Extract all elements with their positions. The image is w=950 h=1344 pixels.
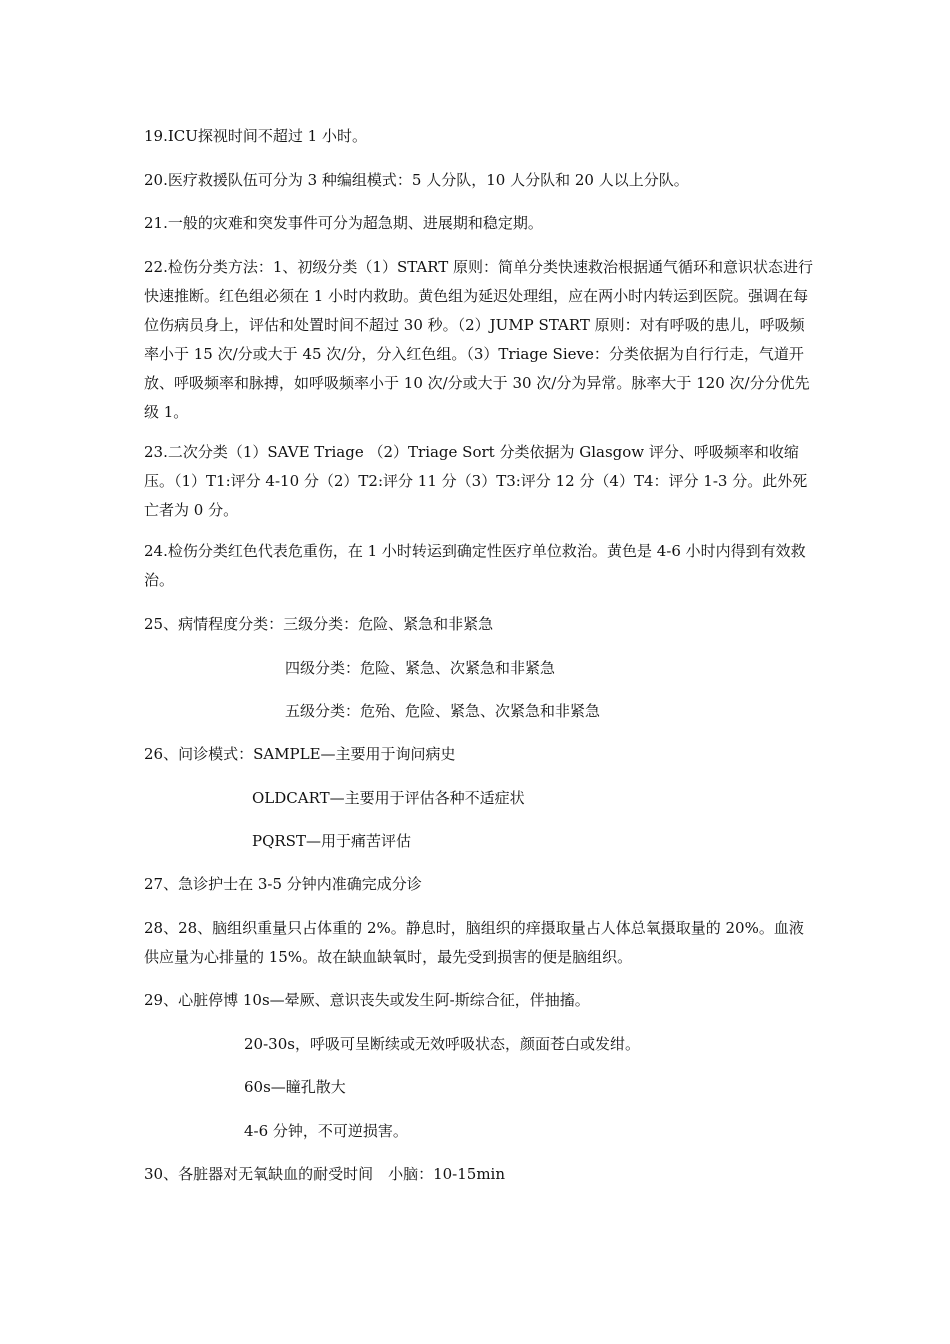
paragraph-27: 27、急诊护士在 3-5 分钟内准确完成分诊 (144, 875, 422, 893)
paragraph-29-60s: 60s—瞳孔散大 (244, 1078, 346, 1096)
paragraph-26-oldcart: OLDCART—主要用于评估各种不适症状 (252, 789, 525, 807)
paragraph-29-20s: 20-30s，呼吸可呈断续或无效呼吸状态，颜面苍白或发绀。 (244, 1035, 640, 1053)
paragraph-24: 24.检伤分类红色代表危重伤，在 1 小时转运到确定性医疗单位救治。黄色是 4-6 小时内得到有效救治。 (144, 542, 806, 589)
paragraph-21: 21.一般的灾难和突发事件可分为超急期、进展期和稳定期。 (144, 214, 543, 232)
paragraph-25: 25、病情程度分类：三级分类：危险、紧急和非紧急 (144, 615, 494, 633)
paragraph-25-level4: 四级分类：危险、紧急、次紧急和非紧急 (285, 659, 556, 677)
paragraph-20: 20.医疗救援队伍可分为 3 种编组模式：5 人分队，10 人分队和 20 人以上分队。 (144, 171, 689, 189)
paragraph-30: 30、各脏器对无氧缺血的耐受时间 小脑：10-15min (144, 1165, 506, 1183)
paragraph-19: 19.ICU探视时间不超过 1 小时。 (144, 127, 367, 145)
paragraph-23: 23.二次分类（1）SAVE Triage （2）Triage Sort 分类依据为 Glasgow 评分、呼吸频率和收缩压。（1）T1:评分 4-10 分（2）T2:评分 11 分（3）T3:评分 12 分（4）T4：评分 1-3 分。此外死亡者为 0 分。 (144, 443, 808, 519)
paragraph-25-level5: 五级分类：危殆、危险、紧急、次紧急和非紧急 (285, 702, 601, 720)
paragraph-22: 22.检伤分类方法：1、初级分类（1）START 原则：简单分类快速救治根据通气循环和意识状态进行快速推断。红色组必须在 1 小时内救助。黄色组为延迟处理组，应在两小时内转运到医院。强调在每位伤病员身上，评估和处置时间不超过 30 秒。（2）JUMP START 原则：对有呼吸的患儿，呼吸频率小于 15 次/分或大于 45 次/分，分入红色组。（3）Triage Sieve：分类依据为自行行走，气道开放、呼吸频率和脉搏，如呼吸频率小于 10 次/分或大于 30 次/分为异常。脉率大于 120 次/分分优先级 1。 (144, 258, 814, 421)
paragraph-28: 28、28、脑组织重量只占体重的 2%。静息时，脑组织的痒摄取量占人体总氧摄取量的 20%。血液供应量为心排量的 15%。故在缺血缺氧时，最先受到损害的便是脑组织。 (144, 919, 804, 966)
paragraph-26-pqrst: PQRST—用于痛苦评估 (252, 832, 411, 850)
paragraph-26: 26、问诊模式：SAMPLE—主要用于询问病史 (144, 745, 456, 763)
paragraph-29: 29、心脏停博 10s—晕厥、意识丧失或发生阿-斯综合征，伴抽搐。 (144, 991, 590, 1009)
paragraph-29-4min: 4-6 分钟，不可逆损害。 (244, 1122, 408, 1140)
